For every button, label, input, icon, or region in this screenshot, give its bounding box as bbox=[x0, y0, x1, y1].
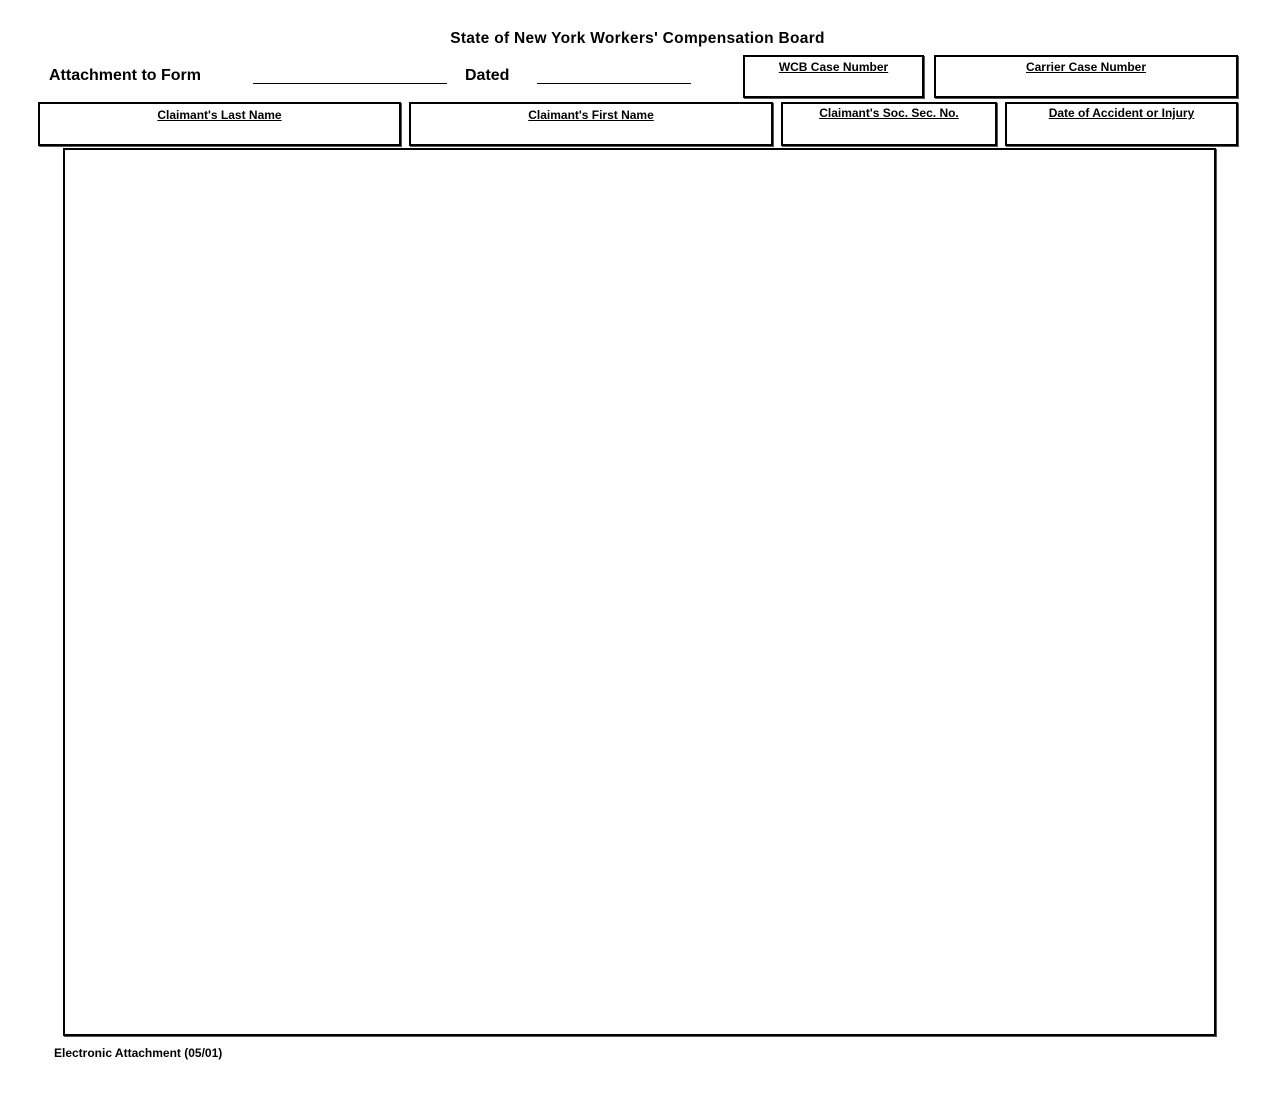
attachment-to-form-label: Attachment to Form bbox=[49, 67, 201, 84]
claimant-first-name-field[interactable] bbox=[409, 102, 773, 146]
dated-field[interactable] bbox=[537, 83, 691, 84]
dated-label: Dated bbox=[465, 67, 510, 84]
date-of-accident-label: Date of Accident or Injury bbox=[1048, 106, 1195, 120]
attachment-body-area[interactable] bbox=[63, 148, 1216, 1036]
date-of-accident-field[interactable] bbox=[1005, 102, 1238, 146]
wcb-case-number-field[interactable] bbox=[743, 55, 924, 98]
claimant-first-name-label: Claimant's First Name bbox=[528, 108, 654, 122]
carrier-case-number-field[interactable] bbox=[934, 55, 1238, 98]
claimant-last-name-field[interactable] bbox=[38, 102, 401, 146]
claimant-ssn-label: Claimant's Soc. Sec. No. bbox=[819, 106, 959, 120]
claimant-last-name-label: Claimant's Last Name bbox=[157, 108, 282, 122]
form-title: State of New York Workers' Compensation Board bbox=[450, 30, 825, 47]
claimant-ssn-field[interactable] bbox=[781, 102, 997, 146]
carrier-case-number-label: Carrier Case Number bbox=[1025, 60, 1147, 74]
form-footer: Electronic Attachment (05/01) bbox=[54, 1046, 223, 1060]
wcb-case-number-label: WCB Case Number bbox=[778, 60, 889, 74]
attachment-form-field[interactable] bbox=[253, 83, 447, 84]
